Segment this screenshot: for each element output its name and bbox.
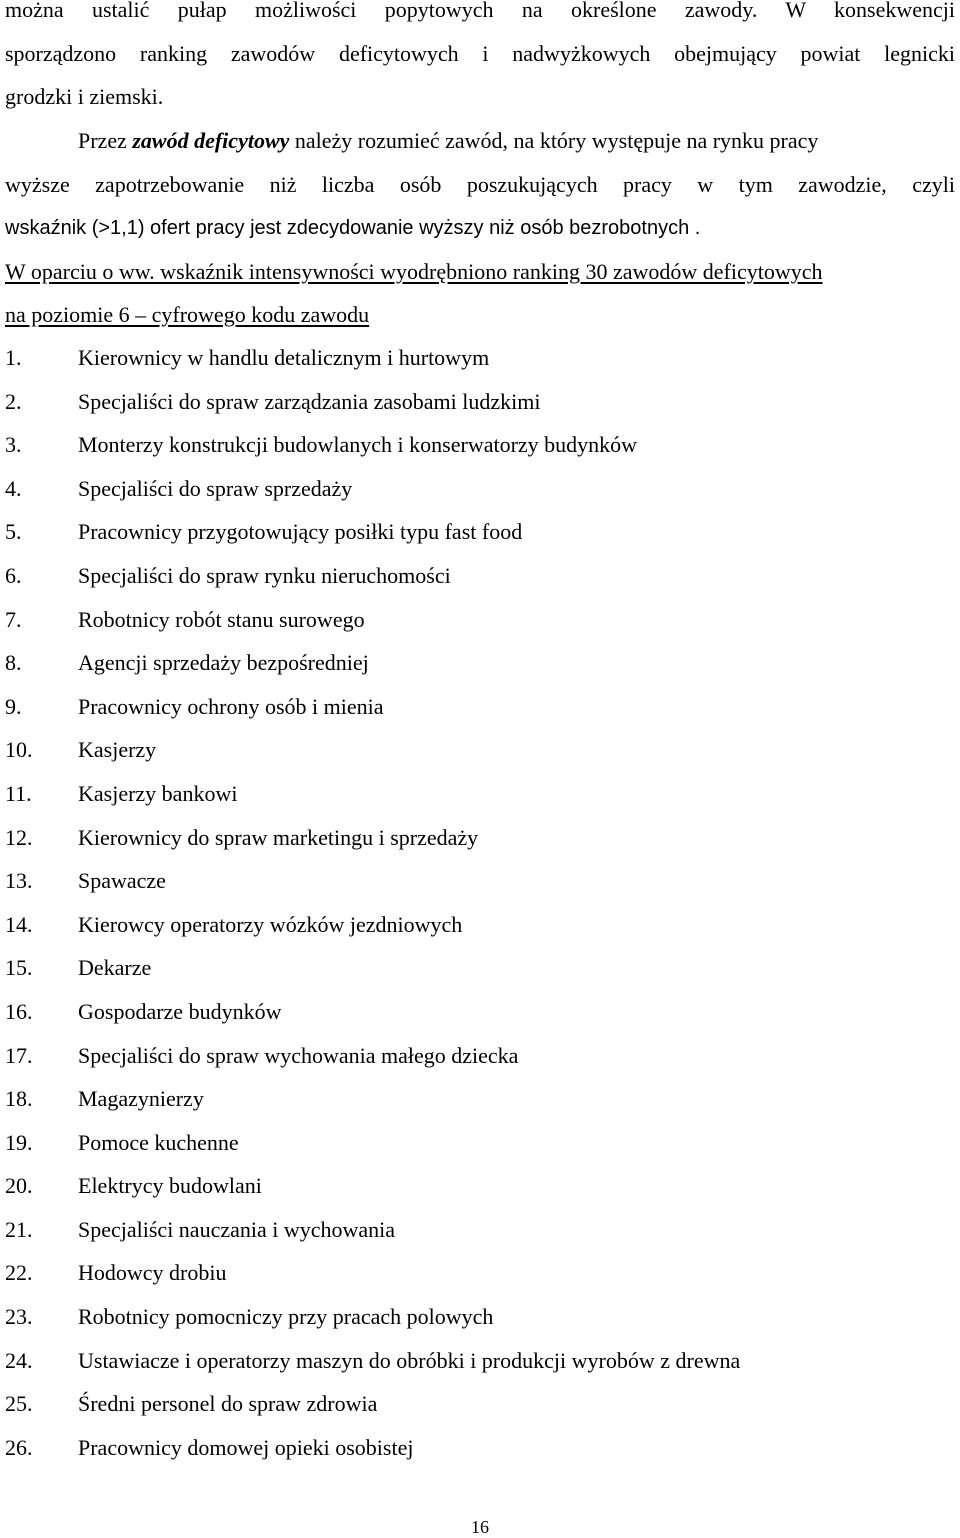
list-number: 22. [5,1260,33,1286]
paragraph-line [5,82,955,112]
list-number: 18. [5,1086,33,1112]
list-text: Specjaliści do spraw wychowania małego dziecka [78,1042,519,1068]
list-text: Dekarze [78,955,152,981]
intro-text: na poziomie 6 – cyfrowego kodu zawodu [5,302,370,327]
list-item [5,1433,905,1477]
list-item [5,953,905,997]
list-text: Średni personel do spraw zdrowia [78,1391,378,1417]
list-item [5,692,905,736]
list-item [5,343,905,387]
list-number: 23. [5,1304,33,1330]
intro-line [5,257,955,287]
list-item [5,474,905,518]
list-item [5,1346,905,1390]
list-text: Pracownicy ochrony osób i mienia [78,693,384,719]
list-item [5,1171,905,1215]
list-item [5,387,905,431]
list-text: Specjaliści do spraw rynku nieruchomości [78,562,451,588]
list-number: 10. [5,737,33,763]
list-item [5,648,905,692]
list-item [5,561,905,605]
list-number: 5. [5,519,22,545]
list-text: Monterzy konstrukcji budowlanych i konserwatorzy budynków [78,432,638,458]
paragraph-line [78,126,955,156]
list-number: 3. [5,432,22,458]
ranking-list [5,343,905,1476]
paragraph-text: grodzki i ziemski. [5,84,164,109]
list-number: 17. [5,1042,33,1068]
list-number: 6. [5,562,22,588]
list-item [5,1041,905,1085]
list-text: Kasjerzy bankowi [78,780,238,806]
list-text: Spawacze [78,868,166,894]
list-text: Ustawiacze i operatorzy maszyn do obróbki i produkcji wyrobów z drewna [78,1347,741,1373]
list-item [5,517,905,561]
list-text: Agencji sprzedaży bezpośredniej [78,650,369,676]
list-text: Specjaliści nauczania i wychowania [78,1216,396,1242]
list-text: Pracownicy przygotowujący posiłki typu fast food [78,519,523,545]
list-item [5,997,905,1041]
list-text: Robotnicy pomocniczy przy pracach polowych [78,1304,494,1330]
list-item [5,866,905,910]
list-text: Kasjerzy [78,737,157,763]
list-number: 8. [5,650,22,676]
list-text: Kierownicy w handlu detalicznym i hurtowym [78,345,490,370]
list-item [5,1258,905,1302]
list-number: 9. [5,693,22,719]
paragraph-text: Przez [78,128,133,153]
list-number: 24. [5,1347,33,1373]
list-number: 11. [5,780,32,806]
paragraph-line [5,0,955,25]
paragraph-text: sporządzono ranking zawodów deficytowych i nadwyżkowych obejmujący powiat legnicki [5,41,955,66]
paragraph-line [5,213,955,243]
defined-term: zawód deficytowy [132,128,290,153]
list-item [5,910,905,954]
list-item [5,1084,905,1128]
paragraph-text: należy rozumieć zawód, na który występuje na rynku pracy [289,128,819,153]
list-number: 21. [5,1216,33,1242]
list-number: 2. [5,388,22,414]
list-number: 13. [5,868,33,894]
list-item [5,1302,905,1346]
list-number: 12. [5,824,33,850]
list-text: Magazynierzy [78,1086,204,1112]
page-number: 16 [471,1517,489,1537]
list-text: Gospodarze budynków [78,998,282,1024]
list-text: Kierownicy do spraw marketingu i sprzedaży [78,824,479,850]
list-number: 1. [5,345,22,370]
list-item [5,430,905,474]
list-text: Kierowcy operatorzy wózków jezdniowych [78,911,463,937]
list-number: 20. [5,1173,33,1199]
paragraph-line [5,39,955,69]
list-item [5,1128,905,1172]
list-number: 25. [5,1391,33,1417]
list-text: Pomoce kuchenne [78,1129,239,1155]
paragraph-line [5,170,955,200]
intro-text: W oparciu o ww. wskaźnik intensywności wyodrębniono ranking 30 zawodów deficytowych [5,259,823,284]
list-number: 14. [5,911,33,937]
list-item [5,1215,905,1259]
list-number: 15. [5,955,33,981]
list-number: 7. [5,606,22,632]
list-text: Robotnicy robót stanu surowego [78,606,365,632]
list-item [5,735,905,779]
intro-line [5,300,955,330]
list-text: Elektrycy budowlani [78,1173,262,1199]
list-item [5,823,905,867]
list-text: Specjaliści do spraw zarządzania zasobami ludzkimi [78,388,541,414]
paragraph-text: wyższe zapotrzebowanie niż liczba osób poszukujących pracy w tym zawodzie, czyli [5,172,955,197]
list-number: 26. [5,1434,33,1460]
list-text: Hodowcy drobiu [78,1260,227,1286]
list-number: 19. [5,1129,33,1155]
paragraph-text: można ustalić pułap możliwości popytowych na określone zawody. W konsekwencji [5,0,955,22]
list-text: Specjaliści do spraw sprzedaży [78,475,353,501]
list-item [5,1389,905,1433]
list-number: 16. [5,998,33,1024]
list-number: 4. [5,475,22,501]
paragraph-text: wskaźnik (>1,1) ofert pracy jest zdecydowanie wyższy niż osób bezrobotnych . [5,217,701,239]
list-item [5,605,905,649]
list-text: Pracownicy domowej opieki osobistej [78,1434,414,1460]
list-item [5,779,905,823]
